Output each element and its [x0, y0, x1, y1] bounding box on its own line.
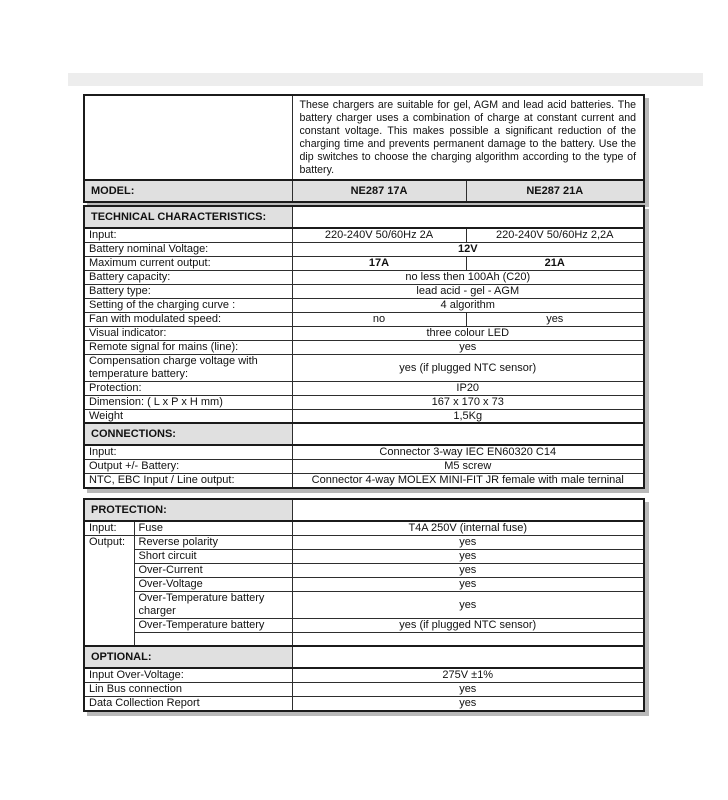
value-cell: 220-240V 50/60Hz 2A	[292, 228, 466, 243]
value-cell: 275V ±1%	[292, 668, 644, 683]
section-header-row	[84, 646, 644, 668]
spec-row	[84, 619, 644, 633]
optional-table	[83, 645, 645, 712]
row-label: Lin Bus connection	[84, 683, 292, 697]
model-row	[84, 180, 644, 202]
spec-row	[84, 285, 644, 299]
value-cell: T4A 250V (internal fuse)	[292, 521, 644, 536]
spec-row	[84, 382, 644, 396]
value-cell: no	[292, 313, 466, 327]
spec-row	[84, 668, 644, 683]
row-label: Remote signal for mains (line):	[84, 341, 292, 355]
value-cell: yes	[292, 536, 644, 550]
row-label: Protection:	[84, 382, 292, 396]
connections-table	[83, 422, 645, 489]
value-cell: Connector 4-way MOLEX MINI-FIT JR female with male terninal	[292, 474, 644, 489]
spec-row	[84, 313, 644, 327]
row-label: Input Over-Voltage:	[84, 668, 292, 683]
value-cell: yes (if plugged NTC sensor)	[292, 355, 644, 382]
row-label: Short circuit	[134, 550, 292, 564]
value-cell: yes	[292, 564, 644, 578]
row-label: Fuse	[134, 521, 292, 536]
section-title: PROTECTION:	[84, 499, 292, 521]
product-image-placeholder	[84, 95, 292, 180]
row-label: Fan with modulated speed:	[84, 313, 292, 327]
row-label: Compensation charge voltage with temperature battery:	[84, 355, 292, 382]
row-label: Over-Temperature battery	[134, 619, 292, 633]
row-label: NTC, EBC Input / Line output:	[84, 474, 292, 489]
spec-row	[84, 228, 644, 243]
value-cell: 4 algorithm	[292, 299, 644, 313]
product-description: These chargers are suitable for gel, AGM and lead acid batteries. The battery charger uses a combination of charge at constant current and constant voltage. This makes possible a significant reduction of the charging time and prevents permanent damage to the battery. Use the dip switches to choose the charging algorithm according to the type of battery.	[292, 95, 644, 180]
spec-row	[84, 341, 644, 355]
value-cell: three colour LED	[292, 327, 644, 341]
row-label: Reverse polarity	[134, 536, 292, 550]
spec-row	[84, 257, 644, 271]
section-title: CONNECTIONS:	[84, 423, 292, 445]
spec-row	[84, 521, 644, 536]
row-label: Output:	[84, 536, 134, 647]
section-header-spacer	[292, 499, 644, 521]
value-cell: 12V	[292, 243, 644, 257]
spec-row	[84, 327, 644, 341]
page-top-strip	[68, 73, 703, 86]
value-cell: M5 screw	[292, 460, 644, 474]
value-cell: 1,5Kg	[292, 410, 644, 425]
spec-row	[84, 564, 644, 578]
value-cell: yes	[292, 578, 644, 592]
row-label: Output +/- Battery:	[84, 460, 292, 474]
spec-row	[84, 592, 644, 619]
row-label: Input:	[84, 521, 134, 536]
section-header-spacer	[292, 206, 644, 228]
intro-row	[84, 95, 644, 180]
value-cell: no less then 100Ah (C20)	[292, 271, 644, 285]
row-label: Battery type:	[84, 285, 292, 299]
value-cell: yes	[292, 683, 644, 697]
spec-row	[84, 445, 644, 460]
row-label: Visual indicator:	[84, 327, 292, 341]
section-header-row	[84, 206, 644, 228]
value-cell: 17A	[292, 257, 466, 271]
spec-row	[84, 271, 644, 285]
value-cell: Connector 3-way IEC EN60320 C14	[292, 445, 644, 460]
spec-row	[84, 550, 644, 564]
row-label: Setting of the charging curve :	[84, 299, 292, 313]
section-title: OPTIONAL:	[84, 646, 292, 668]
value-cell: 220-240V 50/60Hz 2,2A	[466, 228, 644, 243]
intro-table	[83, 94, 645, 203]
section-header-spacer	[292, 423, 644, 445]
row-label: Over-Temperature battery charger	[134, 592, 292, 619]
row-label: Input:	[84, 228, 292, 243]
spec-row	[84, 536, 644, 550]
section-title: TECHNICAL CHARACTERISTICS:	[84, 206, 292, 228]
model-label: MODEL:	[84, 180, 292, 202]
value-cell: 167 x 170 x 73	[292, 396, 644, 410]
value-cell: yes	[292, 341, 644, 355]
row-label: Data Collection Report	[84, 697, 292, 712]
spec-row	[84, 243, 644, 257]
section-header-row	[84, 423, 644, 445]
spec-row	[84, 697, 644, 712]
spec-row	[84, 396, 644, 410]
row-label: Battery capacity:	[84, 271, 292, 285]
section-header-row	[84, 499, 644, 521]
spec-row	[84, 578, 644, 592]
value-cell: 21A	[466, 257, 644, 271]
value-cell: yes	[466, 313, 644, 327]
row-label: Battery nominal Voltage:	[84, 243, 292, 257]
row-label: Weight	[84, 410, 292, 425]
value-cell: yes	[292, 592, 644, 619]
row-label: Over-Current	[134, 564, 292, 578]
value-cell: lead acid - gel - AGM	[292, 285, 644, 299]
row-label: Over-Voltage	[134, 578, 292, 592]
value-cell: yes	[292, 697, 644, 712]
spec-row	[84, 355, 644, 382]
spec-row	[84, 460, 644, 474]
row-label: Input:	[84, 445, 292, 460]
value-cell: yes (if plugged NTC sensor)	[292, 619, 644, 633]
technical-characteristics-table	[83, 205, 645, 425]
row-label: Maximum current output:	[84, 257, 292, 271]
value-cell: IP20	[292, 382, 644, 396]
spec-row	[84, 299, 644, 313]
protection-table	[83, 498, 645, 648]
model-name-21a: NE287 21A	[466, 180, 644, 202]
spec-row	[84, 683, 644, 697]
value-cell: yes	[292, 550, 644, 564]
model-name-17a: NE287 17A	[292, 180, 466, 202]
spec-row	[84, 474, 644, 489]
row-label: Dimension: ( L x P x H mm)	[84, 396, 292, 410]
section-header-spacer	[292, 646, 644, 668]
